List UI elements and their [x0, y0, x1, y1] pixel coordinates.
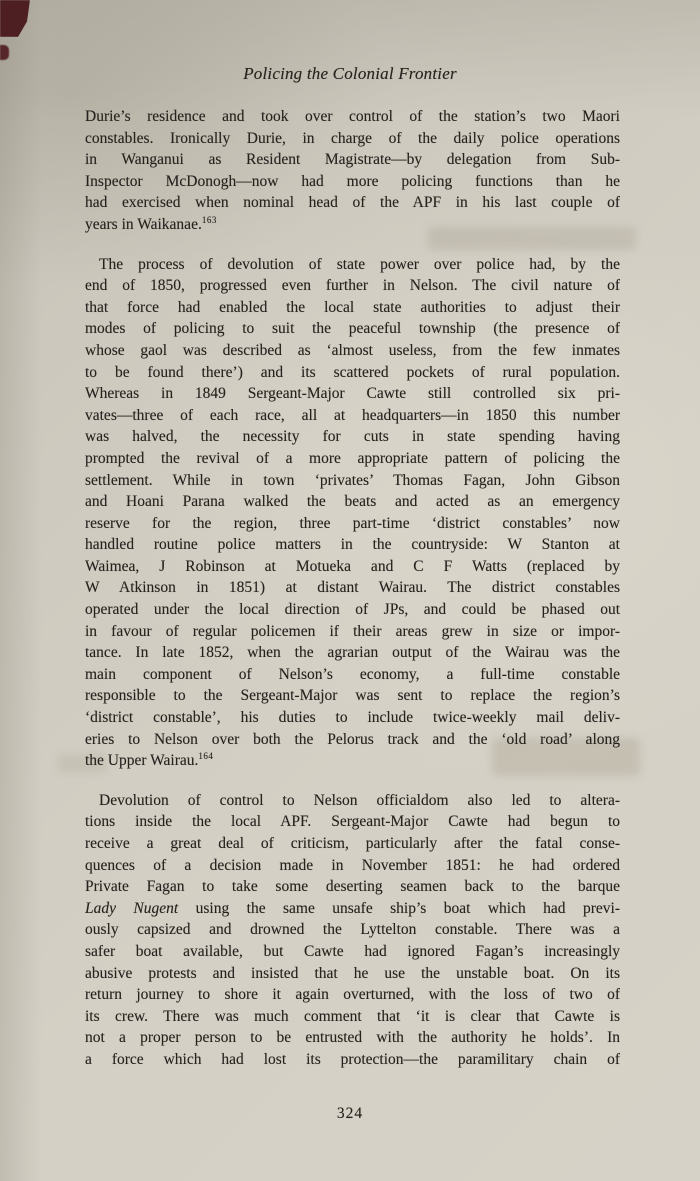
- text-line: [85, 599, 620, 621]
- text-line: [85, 750, 620, 772]
- text-line: [85, 577, 620, 599]
- text-segment: tance. In late 1852, when the agrarian output of the Wairau was the: [85, 644, 620, 662]
- footnote-reference: 164: [198, 751, 214, 762]
- text-line: [85, 297, 620, 319]
- text-segment: years in Waikanae.: [85, 215, 202, 233]
- text-line: [85, 426, 620, 448]
- text-segment: W Atkinson in 1851) at distant Wairau. The district constables: [85, 579, 620, 597]
- text-segment: Inspector McDonogh—now had more policing functions than he: [85, 172, 620, 190]
- text-segment: had exercised when nominal head of the APF in his last couple of: [85, 194, 620, 212]
- text-line: [85, 470, 620, 492]
- text-segment: Private Fagan to take some deserting seamen back to the barque: [85, 878, 620, 896]
- text-line: [85, 383, 620, 405]
- text-segment: in Wanganui as Resident Magistrate—by delegation from Sub-: [85, 151, 620, 169]
- text-line: [85, 855, 620, 877]
- text-segment: ‘district constable’, his duties to include twice-weekly mail deliv-: [85, 709, 620, 727]
- text-line: [85, 491, 620, 513]
- text-line: [85, 621, 620, 643]
- text-line: [85, 941, 620, 963]
- text-line: [85, 340, 620, 362]
- text-segment: main component of Nelson’s economy, a full-time constable: [85, 665, 620, 683]
- text-line: [85, 534, 620, 556]
- text-line: [85, 1049, 620, 1071]
- text-line: [85, 556, 620, 578]
- text-line: [85, 171, 620, 193]
- text-line: [85, 963, 620, 985]
- text-line: [85, 984, 620, 1006]
- footnote-reference: 163: [201, 214, 217, 225]
- text-line: [85, 1027, 620, 1049]
- text-segment: ously capsized and drowned the Lyttelton constable. There was a: [85, 921, 620, 939]
- text-segment: Lady Nugent: [85, 899, 179, 917]
- text-line: [85, 106, 620, 128]
- text-line: [85, 192, 620, 214]
- text-segment: a force which had lost its protection—the paramilitary chain of: [85, 1050, 620, 1068]
- text-line: [85, 149, 620, 171]
- text-segment: its crew. There was much comment that ‘it is clear that Cawte is: [85, 1007, 620, 1025]
- text-line: [85, 642, 620, 664]
- text-segment: in favour of regular policemen if their areas grew in size or impor-: [85, 622, 620, 640]
- text-segment: Devolution of control to Nelson officialdom also led to altera-: [99, 791, 620, 809]
- text-segment: was halved, the necessity for cuts in state spending having: [85, 428, 620, 446]
- text-segment: using the same unsafe ship’s boat which had previ-: [178, 899, 620, 917]
- text-line: [85, 318, 620, 340]
- book-cover-edge-mark: [0, 45, 9, 60]
- text-segment: settlement. While in town ‘privates’ Thomas Fagan, John Gibson: [85, 471, 620, 489]
- text-segment: Durie’s residence and took over control of the station’s two Maori: [85, 108, 620, 125]
- paragraph: [85, 790, 620, 1071]
- text-segment: that force had enabled the local state authorities to adjust their: [85, 298, 620, 316]
- text-line: [85, 448, 620, 470]
- text-segment: to be found there’) and its scattered pockets of rural population.: [85, 363, 620, 381]
- text-line: [85, 790, 620, 812]
- text-line: [85, 898, 620, 920]
- text-segment: quences of a decision made in November 1851: he had ordered: [85, 856, 620, 874]
- text-line: [85, 513, 620, 535]
- text-line: [85, 707, 620, 729]
- text-line: [85, 876, 620, 898]
- text-segment: tions inside the local APF. Sergeant-Major Cawte had begun to: [85, 813, 620, 831]
- text-line: [85, 1006, 620, 1028]
- page-number: 324: [336, 1105, 364, 1122]
- text-segment: handled routine police matters in the countryside: W Stanton at: [85, 536, 620, 554]
- text-segment: whose gaol was described as ‘almost useless, from the few inmates: [85, 341, 620, 359]
- text-segment: Whereas in 1849 Sergeant-Major Cawte still controlled six pri-: [85, 385, 620, 403]
- text-segment: The process of devolution of state power over police had, by the: [99, 255, 620, 273]
- paragraph: [85, 254, 620, 772]
- text-segment: safer boat available, but Cawte had ignored Fagan’s increasingly: [85, 942, 620, 960]
- text-line: [85, 811, 620, 833]
- text-segment: operated under the local direction of JPs, and could be phased out: [85, 601, 620, 619]
- body-text: [85, 106, 620, 1071]
- text-line: [85, 405, 620, 427]
- text-line: [85, 362, 620, 384]
- paragraph: [85, 106, 620, 236]
- text-line: [85, 275, 620, 297]
- text-line: [85, 919, 620, 941]
- text-segment: reserve for the region, three part-time ‘district constables’ now: [85, 514, 620, 532]
- text-line: [85, 254, 620, 276]
- text-segment: and Hoani Parana walked the beats and acted as an emergency: [85, 493, 620, 511]
- text-line: [85, 685, 620, 707]
- text-segment: prompted the revival of a more appropriate pattern of policing the: [85, 449, 620, 467]
- text-segment: vates—three of each race, all at headquarters—in 1850 this number: [85, 406, 620, 424]
- text-line: [85, 729, 620, 751]
- text-segment: return journey to shore it again overturned, with the loss of two of: [85, 986, 620, 1004]
- text-segment: the Upper Wairau.: [85, 752, 199, 770]
- book-cover-corner-mark: [0, 0, 30, 37]
- text-segment: responsible to the Sergeant-Major was sent to replace the region’s: [85, 687, 620, 705]
- text-segment: constables. Ironically Durie, in charge of the daily police operations: [85, 129, 620, 147]
- text-line: [85, 833, 620, 855]
- text-segment: abusive protests and insisted that he use the unstable boat. On its: [85, 964, 620, 982]
- text-line: [85, 214, 620, 236]
- text-segment: modes of policing to suit the peaceful township (the presence of: [85, 320, 620, 338]
- text-segment: receive a great deal of criticism, particularly after the fatal conse-: [85, 835, 620, 852]
- text-segment: end of 1850, progressed even further in Nelson. The civil nature of: [85, 277, 620, 295]
- text-line: [85, 664, 620, 686]
- text-segment: eries to Nelson over both the Pelorus track and the ‘old road’ along: [85, 730, 620, 748]
- text-line: [85, 128, 620, 150]
- text-segment: not a proper person to be entrusted with the authority he holds’. In: [85, 1029, 620, 1047]
- running-header-title: Policing the Colonial Frontier: [243, 64, 457, 83]
- text-segment: Waimea, J Robinson at Motueka and C F Watts (replaced by: [85, 557, 620, 575]
